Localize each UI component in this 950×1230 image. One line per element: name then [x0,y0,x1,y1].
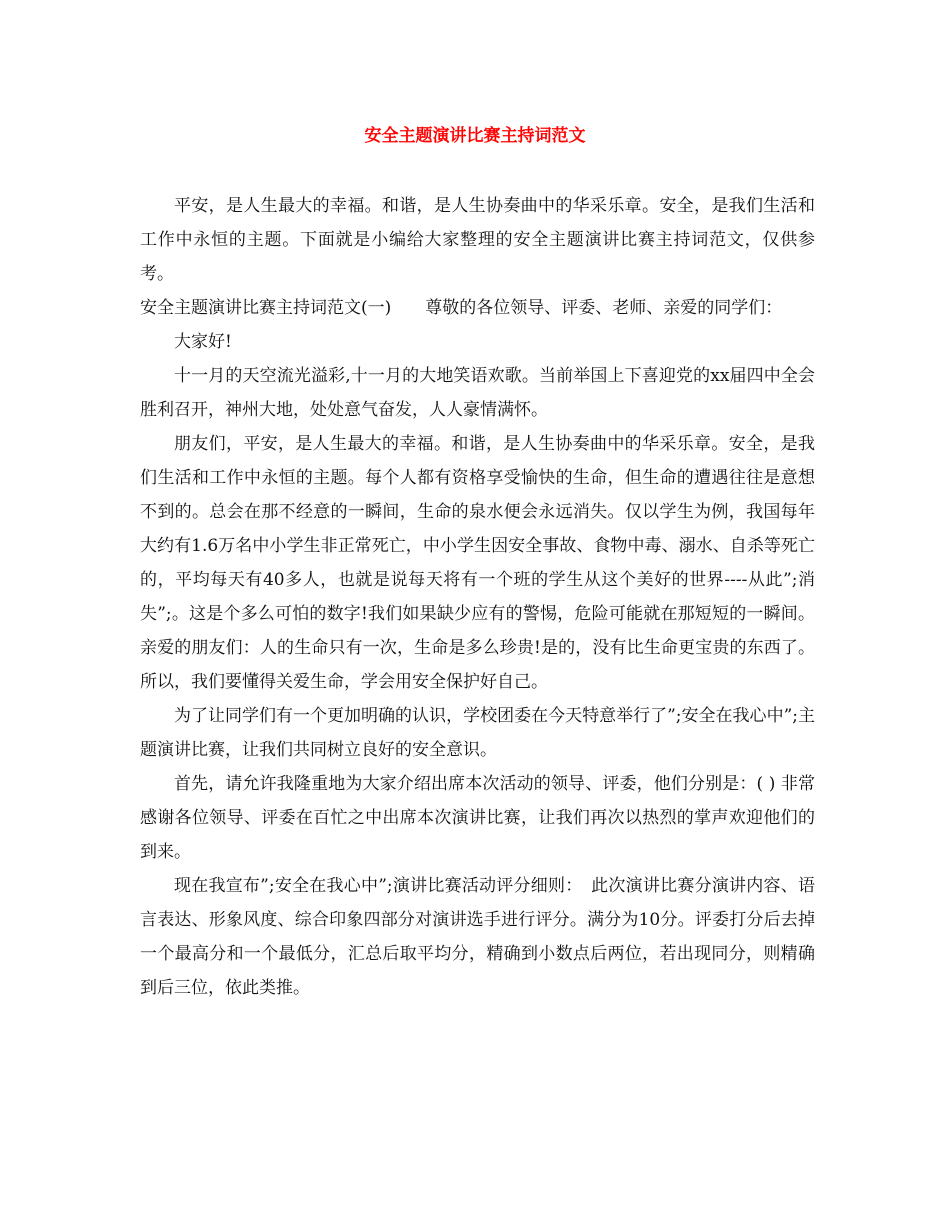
document-body [140,189,815,1005]
paragraph-heading-greeting: 安全主题演讲比赛主持词范文(一) 尊敬的各位领导、评委、老师、亲爱的同学们： [140,298,783,318]
paragraph-november: 十一月的天空流光溢彩,十一月的大地笑语欢歌。当前举国上下喜迎党的xx届四中全会胜利召开，神州大地，处处意气奋发，人人豪情满怀。 [140,366,815,420]
paragraph-hello: 大家好! [174,332,232,352]
paragraph-safety-life: 朋友们，平安，是人生最大的幸福。和谐，是人生协奏曲中的华采乐章。安全，是我们生活和工作中永恒的主题。每个人都有资格享受愉快的生命，但生命的遭遇往往是意想不到的。总会在那不经意的一瞬间，生命的泉水便会永远消失。仅以学生为例，我国每年大约有1.6万名中小学生非正常死亡，中小学生因安全事故、食物中毒、溺水、自杀等死亡的，平均每天有40多人，也就是说每天将有一个班的学生从这个美好的世界----从此”;消失”;。这是个多么可怕的数字!我们如果缺少应有的警惕，危险可能就在那短短的一瞬间。亲爱的朋友们：人的生命只有一次，生命是多么珍贵!是的，没有比生命更宝贵的东西了。所以，我们要懂得关爱生命，学会用安全保护好自己。 [140,434,815,692]
paragraph-introduce-judges: 首先，请允许我隆重地为大家介绍出席本次活动的领导、评委，他们分别是：( ) 非常感谢各位领导、评委在百忙之中出席本次演讲比赛，让我们再次以热烈的掌声欢迎他们的到来。 [140,774,815,862]
paragraph-scoring-rules: 现在我宣布”;安全在我心中”;演讲比赛活动评分细则： 此次演讲比赛分演讲内容、语言表达、形象风度、综合印象四部分对演讲选手进行评分。满分为10分。评委打分后去掉一个最高分和一个最低分，汇总后取平均分，精确到小数点后两位，若出现同分，则精确到后三位，依此类推。 [140,876,815,998]
paragraph-competition-purpose: 为了让同学们有一个更加明确的认识，学校团委在今天特意举行了”;安全在我心中”;主题演讲比赛，让我们共同树立良好的安全意识。 [140,706,815,760]
paragraph-intro: 平安，是人生最大的幸福。和谐，是人生协奏曲中的华采乐章。安全，是我们生活和工作中永恒的主题。下面就是小编给大家整理的安全主题演讲比赛主持词范文，仅供参考。 [140,196,815,284]
document-title: 安全主题演讲比赛主持词范文 [364,126,586,146]
